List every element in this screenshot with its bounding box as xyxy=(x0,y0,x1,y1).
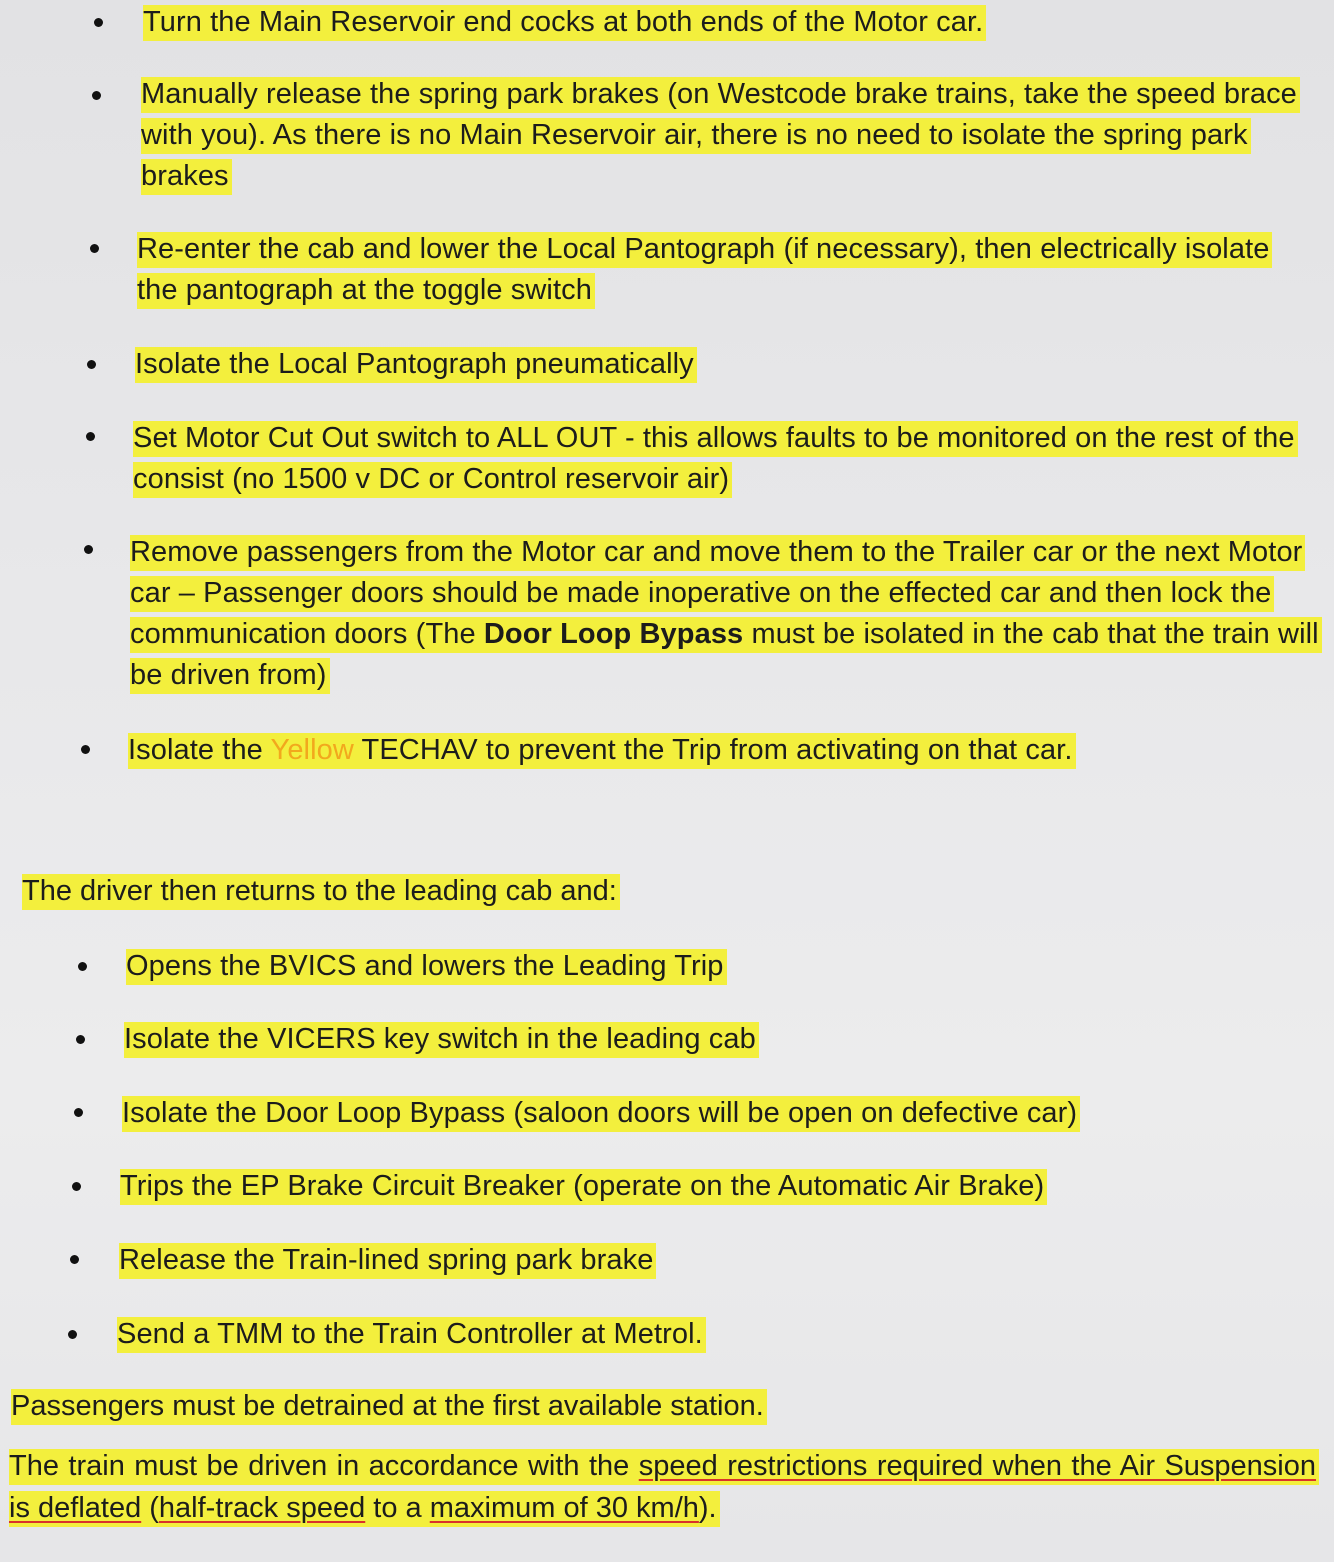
list-item-text: Isolate the Door Loop Bypass (saloon doors will be open on defective car) xyxy=(122,1096,1080,1132)
underlined-phrase: half-track speed xyxy=(158,1492,366,1524)
list-item xyxy=(133,418,1323,500)
bullet-dot xyxy=(78,962,87,971)
bullet-dot xyxy=(90,244,99,253)
bullet-dot xyxy=(76,1035,85,1044)
detrain-paragraph xyxy=(11,1385,1311,1427)
list-item-text: Set Motor Cut Out switch to ALL OUT - this allows faults to be monitored on the rest of the consist (no 1500 v DC or Control reservoir air) xyxy=(133,421,1298,498)
list-item xyxy=(137,229,1287,311)
speed-text xyxy=(9,1449,1319,1527)
list-item xyxy=(130,532,1320,696)
list-item-text: Isolate the VICERS key switch in the leading cab xyxy=(124,1022,759,1058)
list-item xyxy=(143,2,1313,43)
bullet-dot xyxy=(94,18,103,27)
speed-text-part: The train must be driven in accordance with the xyxy=(9,1450,639,1482)
list-item xyxy=(122,1093,1312,1134)
list-item xyxy=(120,1166,1310,1207)
list-item-text: Re-enter the cab and lower the Local Pantograph (if necessary), then electrically isolate the pantograph at the toggle switch xyxy=(137,232,1272,309)
list-item-text xyxy=(128,733,1076,769)
speed-text-part: to a xyxy=(365,1492,430,1524)
bullet-dot xyxy=(86,432,95,441)
list-item xyxy=(135,344,1315,385)
underlined-phrase: maximum of 30 km/h xyxy=(429,1492,699,1524)
list-item xyxy=(126,946,1306,987)
list-item-text xyxy=(130,535,1322,694)
list-item-text: Send a TMM to the Train Controller at Metrol. xyxy=(117,1317,706,1353)
speed-text-part: ). xyxy=(698,1492,717,1524)
list-item-text-part: Isolate the xyxy=(128,734,271,766)
speed-text-part: ( xyxy=(141,1492,159,1524)
bullet-dot xyxy=(92,91,101,100)
list-item-text: Isolate the Local Pantograph pneumatically xyxy=(135,347,697,383)
list-item-text: Release the Train-lined spring park brake xyxy=(119,1243,656,1279)
bold-term: Door Loop Bypass xyxy=(483,618,744,650)
list-item xyxy=(117,1314,1307,1355)
speed-paragraph xyxy=(9,1445,1319,1529)
section-intro-text: The driver then returns to the leading cab and: xyxy=(22,874,620,910)
list-item xyxy=(119,1240,1309,1281)
list-item xyxy=(124,1019,1304,1060)
list-item-text-part: Remove passengers from the Motor car and move them to the Trailer car or the next Motor car – Passenger doors should be made inoperative on the effected car and then lock the communication doors (The xyxy=(130,536,1303,650)
bullet-dot xyxy=(74,1108,83,1117)
list-item-text-part: must be isolated in the cab that the train will be driven from) xyxy=(130,618,1319,691)
list-item-text-part: TECHAV to prevent the Trip from activating on that car. xyxy=(353,734,1073,766)
bullet-dot xyxy=(81,745,90,754)
list-item xyxy=(141,74,1321,197)
bullet-dot xyxy=(70,1255,79,1264)
bullet-dot xyxy=(72,1182,81,1191)
list-item-text: Trips the EP Brake Circuit Breaker (operate on the Automatic Air Brake) xyxy=(120,1169,1047,1205)
list-item xyxy=(128,730,1318,771)
bullet-dot xyxy=(84,545,93,554)
list-item-text: Manually release the spring park brakes (on Westcode brake trains, take the speed brace with you). As there is no Main Reservoir air, there is no need to isolate the spring park brakes xyxy=(141,77,1300,195)
bullet-dot xyxy=(68,1330,77,1339)
colored-word: Yellow xyxy=(270,734,354,766)
section-intro xyxy=(22,870,1222,912)
list-item-text: Opens the BVICS and lowers the Leading Trip xyxy=(126,949,727,985)
bullet-dot xyxy=(87,360,96,369)
underlined-phrase: speed restrictions required when the Air Suspension is deflated xyxy=(9,1450,1316,1524)
detrain-text: Passengers must be detrained at the first available station. xyxy=(11,1389,767,1425)
list-item-text: Turn the Main Reservoir end cocks at both ends of the Motor car. xyxy=(143,5,986,41)
